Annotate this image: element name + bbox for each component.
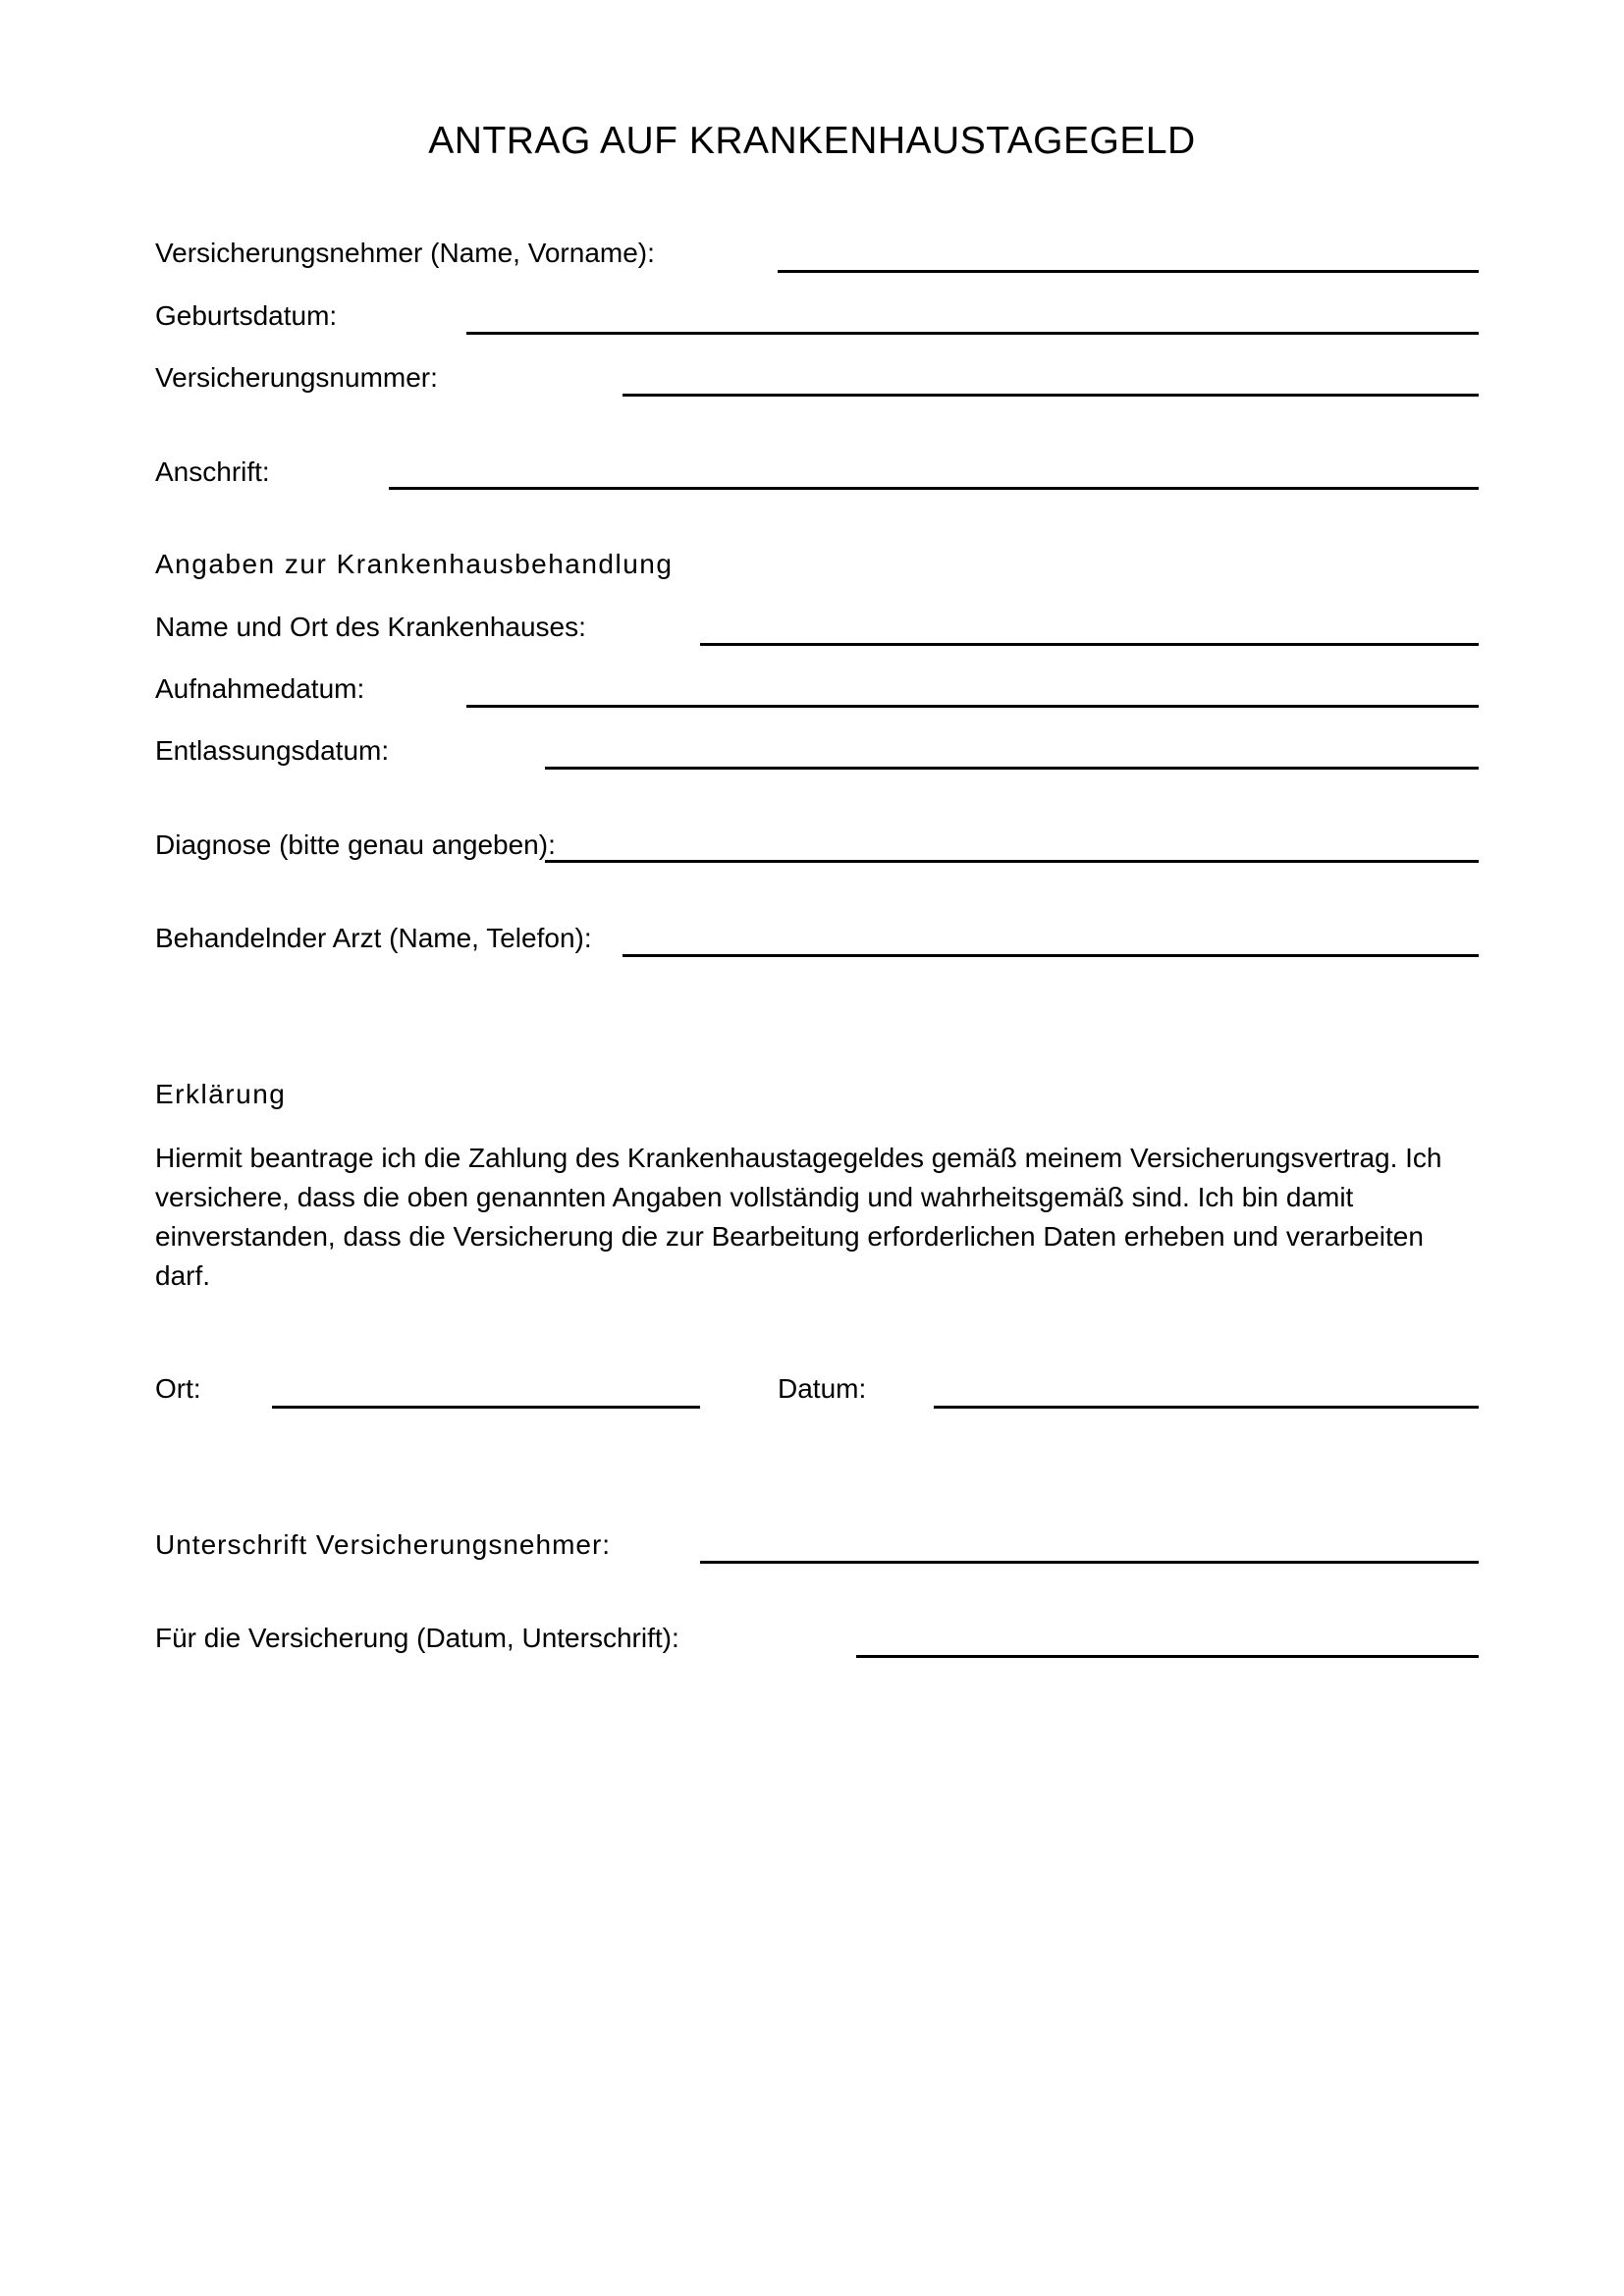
discharge-date-label: Entlassungsdatum: <box>155 735 390 766</box>
address-field[interactable] <box>389 454 1479 490</box>
hospital-name-label: Name und Ort des Krankenhauses: <box>155 612 586 642</box>
place-label: Ort: <box>155 1373 201 1404</box>
date-field[interactable] <box>934 1373 1479 1409</box>
hospital-section-heading: Angaben zur Krankenhausbehandlung <box>155 549 674 579</box>
declaration-text: Hiermit beantrage ich die Zahlung des Krankenhaustagegeldes gemäß meinem Versicherungsvertrag. Ich versichere, dass die oben genannten Angaben vollständig und wahrheitsgemäß sind. Ich bin damit einverstanden, dass die Versicherung die zur Bearbeitung erforderlichen Daten erheben und verarbeiten darf. <box>155 1143 1442 1291</box>
address-label: Anschrift: <box>155 456 270 487</box>
policyholder-signature-field[interactable] <box>700 1528 1479 1564</box>
hospital-name-field[interactable] <box>700 611 1479 646</box>
doctor-label: Behandelnder Arzt (Name, Telefon): <box>155 923 592 953</box>
diagnosis-label: Diagnose (bitte genau angeben): <box>155 829 556 860</box>
date-label: Datum: <box>778 1373 867 1404</box>
policyholder-name-label: Versicherungsnehmer (Name, Vorname): <box>155 238 655 268</box>
document-title: ANTRAG AUF KRANKENHAUSTAGEGELD <box>428 120 1196 162</box>
insurer-signature-field[interactable] <box>856 1623 1479 1658</box>
birthdate-field[interactable] <box>466 299 1479 335</box>
admission-date-field[interactable] <box>466 672 1479 708</box>
birthdate-label: Geburtsdatum: <box>155 300 338 331</box>
doctor-field[interactable] <box>623 922 1479 957</box>
policyholder-signature-label: Unterschrift Versicherungsnehmer: <box>155 1529 612 1560</box>
diagnosis-field[interactable] <box>545 828 1479 863</box>
insurance-number-field[interactable] <box>623 361 1479 397</box>
declaration-heading: Erklärung <box>155 1079 287 1109</box>
place-field[interactable] <box>272 1373 700 1409</box>
insurance-number-label: Versicherungsnummer: <box>155 362 438 393</box>
discharge-date-field[interactable] <box>545 734 1479 770</box>
policyholder-name-field[interactable] <box>778 238 1479 273</box>
insurer-signature-label: Für die Versicherung (Datum, Unterschrift): <box>155 1623 679 1653</box>
admission-date-label: Aufnahmedatum: <box>155 673 365 704</box>
